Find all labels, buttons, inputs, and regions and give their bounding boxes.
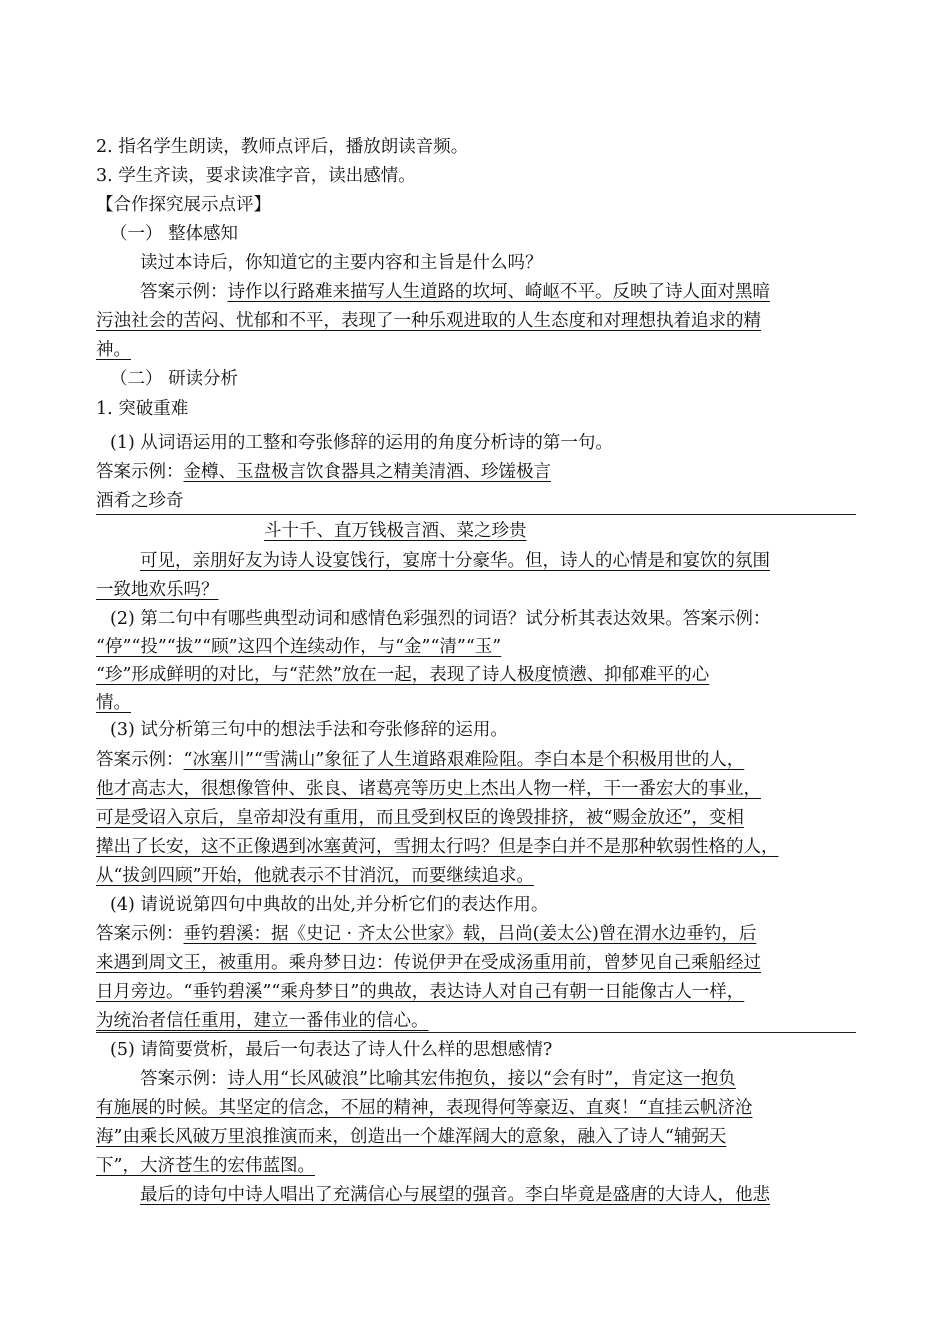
q2-answer-line <box>96 632 866 662</box>
part1-answer-line <box>96 335 866 365</box>
answer-text: 神。 <box>96 340 131 360</box>
answer-text: 污浊社会的苦闷、忧郁和不平，表现了一种乐观进取的人生态度和对理想执着追求的精 <box>96 311 761 331</box>
part2-subheading: 1. 突破重难 <box>96 399 189 419</box>
answer-text: 撵出了长安，这不正像遇到冰塞黄河，雪拥太行吗？但是李白并不是那种软弱性格的人， <box>96 837 779 857</box>
answer-prefix: 答案示例： <box>96 924 184 944</box>
answer-text: 金樽、玉盘极言饮食器具之精美清酒、珍馐极言 <box>183 462 551 482</box>
q3-answer-line <box>96 861 866 891</box>
answer-text: 海”由乘长风破万里浪推演而来，创造出一个雄浑阔大的意象，融入了诗人“辅弼天 <box>96 1127 727 1147</box>
answer-text: “停”“投”“拔”“顾”这四个连续动作，与“金”“清”“玉” <box>96 637 502 657</box>
q3-question: (3) 试分析第三句中的想法手法和夸张修辞的运用。 <box>110 720 508 740</box>
answer-text: 诗作以行路难来描写人生道路的坎坷、崎岖不平。反映了诗人面对黑暗 <box>227 282 770 302</box>
answer-text: 有施展的时候。其坚定的信念，不屈的精神，表现得何等豪迈、直爽！“直挂云帆济沧 <box>96 1098 753 1118</box>
step-3-text: 3. 学生齐读，要求读准字音，读出感情。 <box>96 166 416 186</box>
part2-heading: （二） 研读分析 <box>110 369 239 389</box>
part1-heading: （一） 整体感知 <box>110 224 239 244</box>
q3-answer-line <box>96 774 866 804</box>
answer-text: 他才高志大，很想像管仲、张良、诸葛亮等历史上杰出人物一样，干一番宏大的事业， <box>96 779 761 799</box>
q1-followup <box>96 575 866 605</box>
q4-answer-line <box>96 919 866 949</box>
answer-text: “冰塞川”“雪满山”象征了人生道路艰难险阻。李白本是个积极用世的人， <box>183 750 745 770</box>
q5-answer-line <box>96 1122 866 1152</box>
answer-text: 从“拔剑四顾”开始，他就表示不甘消沉，而要继续追求。 <box>96 866 534 886</box>
answer-text: 情。 <box>96 693 131 713</box>
answer-text: 下”，大济苍生的宏伟蓝图。 <box>96 1156 315 1176</box>
answer-text: 斗十千、直万钱极言酒、菜之珍贵 <box>264 521 527 541</box>
answer-text: 诗人用“长风破浪”比喻其宏伟抱负，接以“会有时”，肯定这一抱负 <box>227 1069 736 1089</box>
q5-answer-line <box>96 1151 866 1181</box>
divider-line <box>96 1032 856 1033</box>
q3-answer-line <box>96 745 866 775</box>
q3-answer-line <box>96 803 866 833</box>
answer-prefix: 答案示例： <box>140 1069 228 1089</box>
q1-answer-line: 酒肴之珍奇 <box>96 491 184 511</box>
q1-question: (1) 从词语运用的工整和夸张修辞的运用的角度分析诗的第一句。 <box>110 433 613 453</box>
part1-question: 读过本诗后，你知道它的主要内容和主旨是什么吗？ <box>140 253 543 273</box>
q4-answer-line <box>96 948 866 978</box>
part1-answer-line <box>96 306 866 336</box>
answer-text: 可见，亲朋好友为诗人设宴饯行，宴席十分豪华。但，诗人的心情是和宴饮的氛围 <box>140 551 770 571</box>
answer-prefix: 答案示例： <box>96 462 184 482</box>
answer-prefix: 答案示例： <box>140 282 228 302</box>
answer-text: 来遇到周文王，被重用。乘舟梦日边：传说伊尹在受成汤重用前，曾梦见自己乘船经过 <box>96 953 761 973</box>
answer-text: 垂钓碧溪：据《史记 · 齐太公世家》载，吕尚(姜太公)曾在渭水边垂钓，后 <box>183 924 757 944</box>
answer-text: 为统治者信任重用，建立一番伟业的信心。 <box>96 1011 429 1031</box>
part1-answer-line <box>140 277 910 307</box>
q1-answer-line <box>264 516 950 546</box>
section-heading: 【合作探究展示点评】 <box>96 195 271 215</box>
q3-answer-line <box>96 832 866 862</box>
q2-answer-line <box>96 660 866 690</box>
q2-question: (2) 第二句中有哪些典型动词和感情色彩强烈的词语？试分析其表达效果。答案示例： <box>110 609 771 629</box>
answer-text: 一致地欢乐吗？ <box>96 580 219 600</box>
answer-text: 最后的诗句中诗人唱出了充满信心与展望的强音。李白毕竟是盛唐的大诗人，他悲 <box>140 1185 770 1205</box>
q1-followup <box>140 546 910 576</box>
q4-question: (4) 请说说第四句中典故的出处,并分析它们的表达作用。 <box>110 895 549 915</box>
answer-text: “珍”形成鲜明的对比，与“茫然”放在一起，表现了诗人极度愤懑、抑郁难平的心 <box>96 665 710 685</box>
answer-text: 日月旁边。“垂钓碧溪”“乘舟梦日”的典故，表达诗人对自己有朝一日能像古人一样， <box>96 982 745 1002</box>
divider-line <box>96 514 856 515</box>
q1-answer-line <box>96 457 866 487</box>
answer-text: 可是受诏入京后，皇帝却没有重用，而且受到权臣的谗毁排挤，被“赐金放还”，变相 <box>96 808 744 828</box>
q2-answer-line <box>96 688 866 718</box>
q4-answer-line <box>96 977 866 1007</box>
q5-question: (5) 请简要赏析，最后一句表达了诗人什么样的思想感情? <box>110 1040 553 1060</box>
q5-closing <box>140 1180 910 1210</box>
answer-prefix: 答案示例： <box>96 750 184 770</box>
q5-answer-line <box>96 1093 866 1123</box>
q5-answer-line <box>140 1064 910 1094</box>
step-2-text: 2. 指名学生朗读，教师点评后，播放朗读音频。 <box>96 137 469 157</box>
